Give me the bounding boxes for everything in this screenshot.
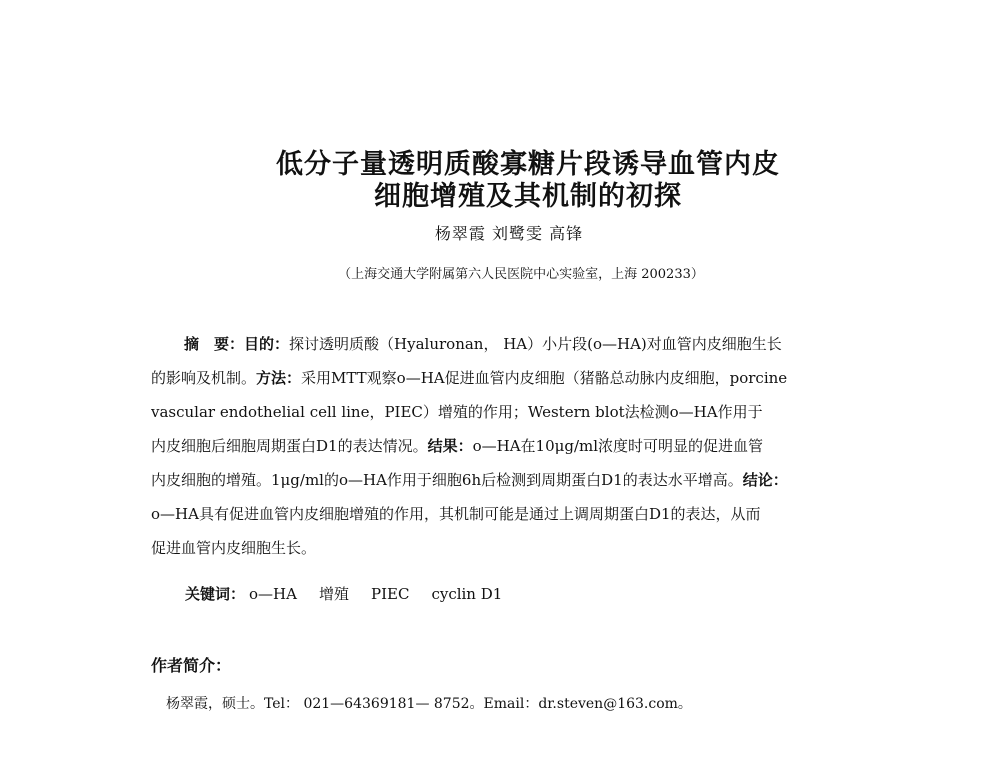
method-label: 方法：: [256, 369, 302, 387]
abstract-line-4: [151, 429, 863, 463]
abstract-line-6: o—HA具有促进血管内皮细胞增殖的作用，其机制可能是通过上调周期蛋白D1的表达，从而: [151, 505, 761, 523]
authors: 杨翠霞 刘鹭雯 高锋: [434, 224, 584, 243]
title-line-2: 细胞增殖及其机制的初探: [374, 181, 682, 212]
keywords-label: 关键词：: [185, 585, 246, 603]
conclusion-label: 结论：: [742, 471, 788, 489]
method-text: 采用MTT观察o—HA促进血管内皮细胞（猪骼总动脉内皮细胞，porcine: [301, 369, 788, 387]
abstract-label: 摘 要：: [184, 335, 245, 353]
author-bio-text: 杨翠霞，硕士。Tel： 021—64369181— 8752。Email：dr.steven@163.com。: [166, 696, 692, 712]
abstract-line-5: [151, 463, 863, 497]
keyword: 增殖: [318, 585, 349, 603]
abstract-line-2-text: 的影响及机制。: [151, 369, 257, 387]
abstract-line-5-text: 内皮细胞的增殖。1μg/ml的o—HA作用于细胞6h后检测到周期蛋白D1的表达水平增高。: [151, 471, 743, 489]
abstract: [151, 327, 863, 565]
result-label: 结果：: [427, 437, 473, 455]
result-text: o—HA在10μg/ml浓度时可明显的促进血管: [472, 437, 764, 455]
author-bio-heading: 作者简介：: [151, 656, 232, 675]
purpose-label: 目的：: [244, 335, 290, 353]
title-line-1: 低分子量透明质酸寡糖片段诱导血管内皮: [276, 149, 780, 180]
keywords: [185, 583, 520, 604]
purpose-text: 探讨透明质酸（Hyaluronan， HA）小片段(o—HA)对血管内皮细胞生长: [289, 335, 782, 353]
abstract-line-7: 促进血管内皮细胞生长。: [151, 539, 317, 557]
affiliation: （上海交通大学附属第六人民医院中心实验室，上海 200233）: [338, 267, 704, 282]
abstract-line-3: vascular endothelial cell line，PIEC）增殖的作用；Western blot法检测o—HA作用于: [151, 403, 763, 421]
abstract-line-4-text: 内皮细胞后细胞周期蛋白D1的表达情况。: [151, 437, 428, 455]
keyword: PIEC: [370, 585, 410, 603]
abstract-line-1: [151, 327, 863, 361]
abstract-line-2: [151, 361, 863, 395]
keyword: o—HA: [249, 585, 297, 603]
keyword: cyclin D1: [431, 585, 503, 603]
